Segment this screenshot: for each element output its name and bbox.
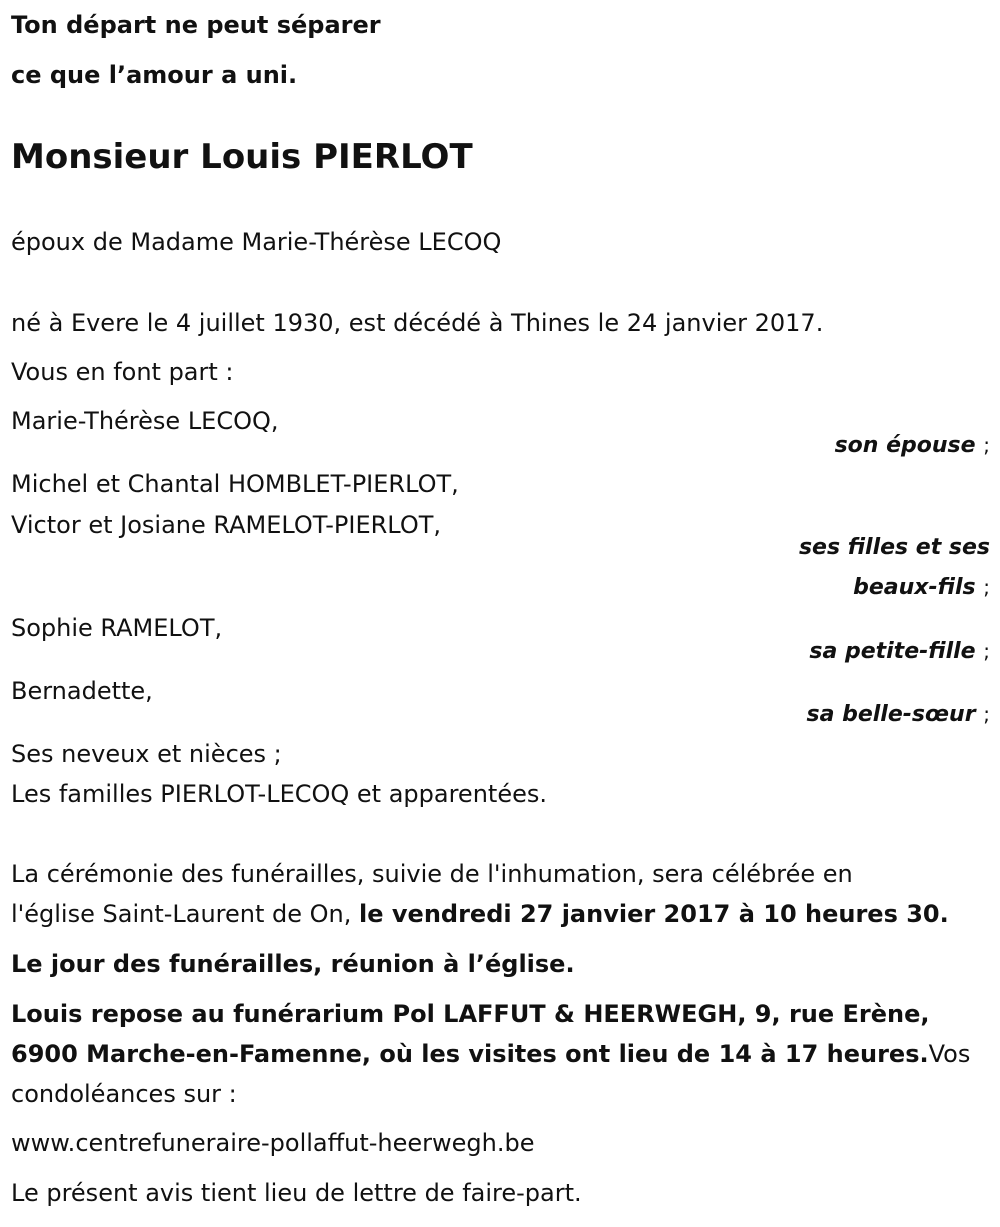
funerarium-address-hours: 6900 Marche-en-Famenne, où les visites ont lieu de 14 à 17 heures. [11,1040,929,1068]
deceased-name: Monsieur Louis PIERLOT [11,137,473,177]
nephews-line: Ses neveux et nièces ; [11,740,282,768]
ceremony-line-1: La cérémonie des funérailles, suivie de l'inhumation, sera célébrée en [11,860,853,888]
children-line-2: Victor et Josiane RAMELOT-PIERLOT, [11,511,441,539]
ceremony-line-2: l'église Saint-Laurent de On, le vendredi 27 janvier 2017 à 10 heures 30. [11,900,949,928]
funerarium-line-2: 6900 Marche-en-Famenne, où les visites ont lieu de 14 à 17 heures.Vos [11,1040,971,1068]
quote-line-1: Ton départ ne peut séparer [11,11,381,39]
condolences-website[interactable]: www.centrefuneraire-pollaffut-heerwegh.be [11,1129,535,1157]
families-line: Les familles PIERLOT-LECOQ et apparentées. [11,780,547,808]
quote-line-2: ce que l’amour a uni. [11,61,298,89]
meeting-line: Le jour des funérailles, réunion à l’église. [11,950,575,978]
spouse-relation: son épouse ; [834,433,990,458]
condolences-line: condoléances sur : [11,1080,237,1108]
children-relation-line-1: ses filles et ses [798,535,990,560]
funerarium-line-1: Louis repose au funérarium Pol LAFFUT & HEERWEGH, 9, rue Erène, [11,1000,930,1028]
sister-in-law-relation: sa belle-sœur ; [806,702,990,727]
grandchild-relation: sa petite-fille ; [809,639,990,664]
grandchild-name: Sophie RAMELOT, [11,614,223,642]
children-line-1: Michel et Chantal HOMBLET-PIERLOT, [11,470,459,498]
children-relation-line-2: beaux-fils ; [853,575,990,600]
sister-in-law-name: Bernadette, [11,677,153,705]
ceremony-date-time: le vendredi 27 janvier 2017 à 10 heures 30. [359,900,949,928]
announcement-intro: Vous en font part : [11,358,234,386]
spouse-line: époux de Madame Marie-Thérèse LECOQ [11,228,502,256]
spouse-name: Marie-Thérèse LECOQ, [11,407,279,435]
notice-line: Le présent avis tient lieu de lettre de faire-part. [11,1179,582,1207]
birth-death-line: né à Evere le 4 juillet 1930, est décédé à Thines le 24 janvier 2017. [11,309,824,337]
